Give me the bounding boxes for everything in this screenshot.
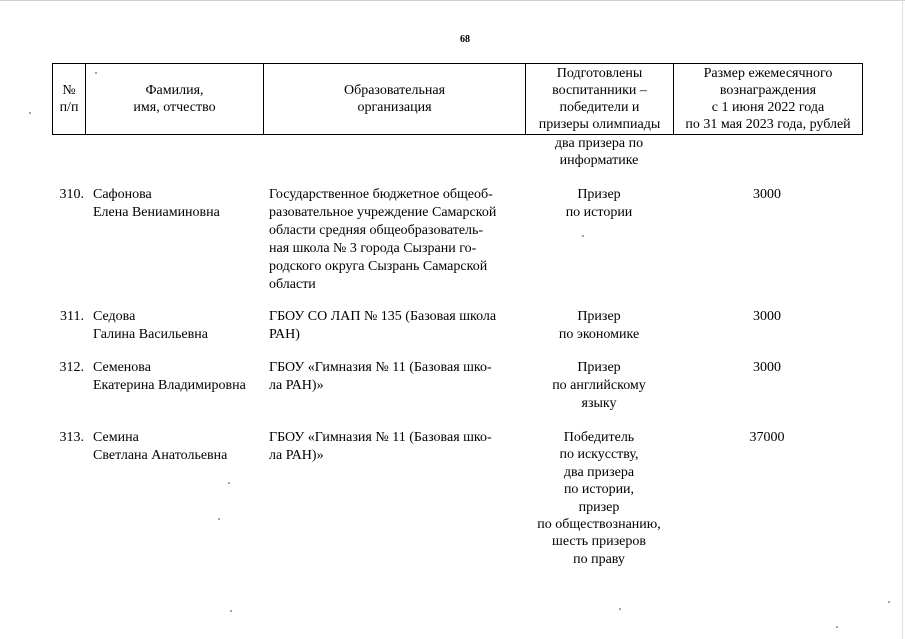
row-organization: ГБОУ «Гимназия № 11 (Базовая шко- ла РАН)» [269,430,492,463]
header-prepared: Подготовлены воспитанники – победители и призеры олимпиады [526,64,674,135]
header-row [53,64,863,135]
row-prepared: Призер по английскому языку [552,360,646,411]
carryover-text: два призера по информатике [554,136,644,168]
row-organization: ГБОУ СО ЛАП № 135 (Базовая школа РАН) [269,309,497,342]
scan-speck [836,626,838,628]
row-name: Семенова Екатерина Владимировна [93,360,246,393]
row-organization: Государственное бюджетное общеоб- разовательное учреждение Самарской области средняя общеобразователь- ная школа № 3 города Сызрани го- родского округа Сызрань Самарской области [269,187,497,292]
row-number: 312. [59,360,84,375]
scan-speck [619,608,621,610]
row-prepared: Победитель по искусству, два призера по истории, призер по обществознанию, шесть призеров по праву [537,430,661,567]
scan-speck [228,482,230,484]
row-amount: 3000 [753,309,781,324]
scan-top-edge [0,0,905,1]
table-header [52,63,863,135]
row-amount: 3000 [753,187,781,202]
row-number: 310. [59,187,84,202]
row-organization: ГБОУ «Гимназия № 11 (Базовая шко- ла РАН)» [269,360,492,393]
scan-speck [218,518,220,520]
scan-speck [230,610,232,612]
row-prepared: Призер по истории [565,187,633,220]
scan-right-edge [902,0,903,639]
header-num: № п/п [53,64,86,135]
header-name: Фамилия, имя, отчество [86,64,264,135]
header-amount: Размер ежемесячного вознаграждения с 1 июня 2022 года по 31 мая 2023 года, рублей [674,64,863,135]
scan-speck [29,112,31,114]
row-number: 313. [59,430,84,445]
row-name: Сафонова Елена Вениаминовна [93,187,220,220]
row-name: Семина Светлана Анатольевна [93,430,228,463]
scan-speck [95,72,97,74]
row-amount: 3000 [753,360,781,375]
row-prepared: Призер по экономике [558,309,640,342]
row-amount: 37000 [749,430,785,445]
row-number: 311. [60,309,84,324]
scan-speck [888,601,890,603]
header-org: Образовательная организация [264,64,526,135]
page-number: 68 [460,34,470,45]
scan-speck [582,235,584,237]
row-name: Седова Галина Васильевна [93,309,208,342]
